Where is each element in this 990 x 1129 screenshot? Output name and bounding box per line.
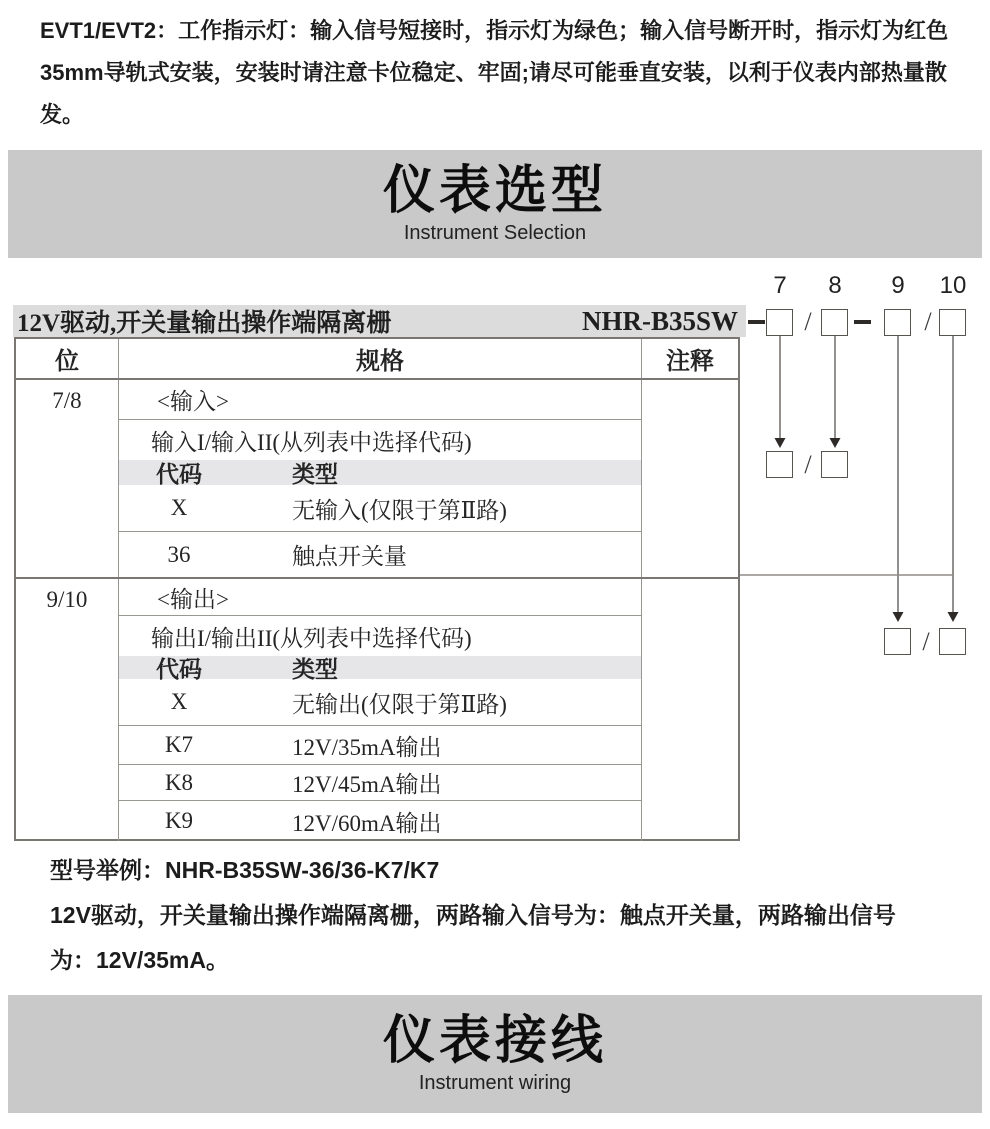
slash-separator: / (924, 307, 932, 336)
example-desc-line: 12V驱动，开关量输出操作端隔离栅，两路输入信号为：触点开关量，两路输出信号 (50, 902, 896, 928)
output-code-box-9 (884, 628, 911, 655)
model-box-7 (766, 309, 793, 336)
selection-table (14, 337, 740, 841)
table-section-input (16, 380, 738, 579)
wiring-banner-title: 仪表接线 (382, 1012, 607, 1070)
example-desc-line: 为：12V/35mA。 (50, 947, 229, 973)
table-row: K8 12V/45mA输出 (119, 765, 641, 801)
model-box-10 (939, 309, 966, 336)
position-cell: 9/10 (16, 579, 119, 841)
slash-separator: / (922, 627, 930, 656)
header-position: 位 (16, 339, 119, 378)
slash-separator: / (804, 450, 812, 479)
note-cell (642, 380, 738, 577)
selection-banner (8, 150, 982, 258)
digit-label-9: 9 (891, 272, 905, 299)
dash-separator (854, 320, 871, 324)
table-section-output (16, 579, 738, 841)
table-row: X 无输入(仅限于第Ⅱ路) (119, 485, 641, 532)
code-type-header-row: 代码 类型 (119, 656, 641, 679)
position-cell: 7/8 (16, 380, 119, 577)
dash-separator (748, 320, 765, 324)
table-header-row (16, 339, 738, 380)
digit-label-8: 8 (828, 272, 842, 299)
selection-banner-subtitle: Instrument Selection (403, 222, 587, 244)
input-code-box-7 (766, 451, 793, 478)
table-row: X 无输出(仅限于第Ⅱ路) (119, 679, 641, 726)
slash-separator: / (804, 307, 812, 336)
digit-label-10: 10 (939, 272, 967, 299)
table-row: K9 12V/60mA输出 (164, 808, 442, 836)
note-line-mounting: 35mm导轨式安装，安装时请注意卡位稳定、牢固;请尽可能垂直安装，以利于仪表内部热量散发。 (40, 60, 947, 127)
group-label-row: <输出> (119, 579, 641, 616)
table-row: 36 触点开关量 (167, 541, 407, 569)
header-spec: 规格 (119, 339, 642, 378)
input-code-box-8 (821, 451, 848, 478)
digit-label-7: 7 (773, 272, 787, 299)
group-sub-row: 输出I/输出II(从列表中选择代码) (151, 625, 472, 651)
model-prefix: NHR-B35SW (581, 305, 738, 336)
example-model-line: 型号举例：NHR-B35SW-36/36-K7/K7 (50, 857, 440, 883)
group-label-row: <输入> (119, 380, 641, 420)
wiring-banner (8, 995, 982, 1113)
selection-banner-title: 仪表选型 (382, 162, 607, 220)
model-title-band (13, 305, 746, 337)
wiring-banner-subtitle: Instrument wiring (418, 1072, 572, 1094)
model-box-8 (821, 309, 848, 336)
code-type-header-row: 代码 类型 (119, 460, 641, 485)
spec-stack (119, 579, 642, 841)
note-cell (642, 579, 738, 841)
note-line-evt: EVT1/EVT2：工作指示灯：输入信号短接时，指示灯为绿色；输入信号断开时，指示灯为红色 (40, 18, 949, 43)
group-sub-row: 输入I/输入II(从列表中选择代码) (151, 429, 472, 455)
header-note: 注释 (666, 349, 714, 375)
product-description: 12V驱动,开关量输出操作端隔离栅 (17, 310, 392, 337)
spec-stack (119, 380, 642, 577)
model-box-9 (884, 309, 911, 336)
table-row: K7 12V/35mA输出 (119, 726, 641, 765)
model-example (50, 848, 950, 983)
output-code-box-10 (939, 628, 966, 655)
top-notes (40, 10, 960, 136)
